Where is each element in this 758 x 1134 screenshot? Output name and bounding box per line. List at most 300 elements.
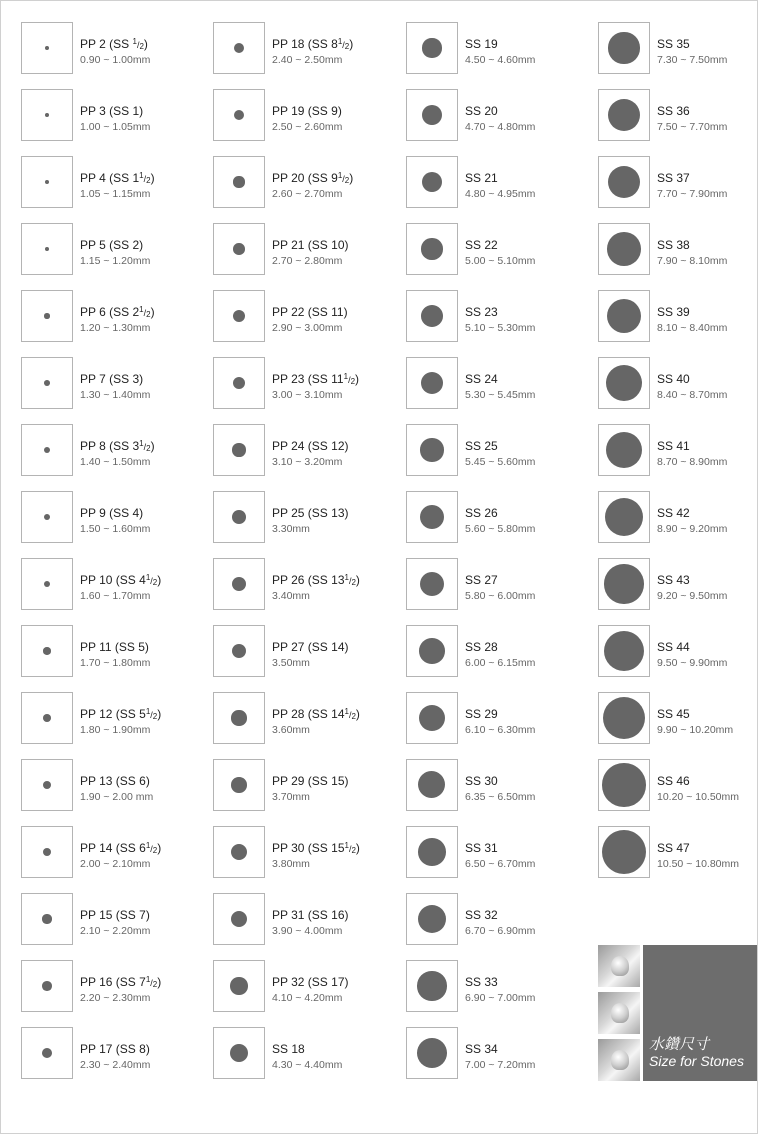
- stone-size-label: SS 37: [657, 171, 690, 185]
- stone-size-range: 3.90 ~ 4.00mm: [272, 925, 343, 937]
- stone-size-range: 2.60 ~ 2.70mm: [272, 188, 343, 200]
- stone-size-label: SS 23: [465, 305, 498, 319]
- stone-size-range: 3.30mm: [272, 523, 310, 535]
- stone-size-range: 1.70 ~ 1.80mm: [80, 657, 151, 669]
- stone-size-item: [21, 424, 211, 478]
- stone-size-range: 5.10 ~ 5.30mm: [465, 322, 536, 334]
- stone-size-range: 6.10 ~ 6.30mm: [465, 724, 536, 736]
- stone-swatch: [598, 89, 650, 141]
- stone-size-label: PP 6 (SS $2^1/_2$): [80, 305, 155, 319]
- stone-size-label: PP 2 (SS $^1/_2$): [80, 37, 148, 51]
- stone-size-range: 4.70 ~ 4.80mm: [465, 121, 536, 133]
- stone-swatch: [406, 826, 458, 878]
- stone-size-item: [406, 960, 596, 1014]
- stone-swatch: [213, 692, 265, 744]
- stone-size-item: [406, 491, 596, 545]
- stone-swatch: [598, 759, 650, 811]
- stone-swatch: [21, 1027, 73, 1079]
- stone-size-range: 8.40 ~ 8.70mm: [657, 389, 728, 401]
- stone-swatch: [213, 491, 265, 543]
- stone-size-label: PP 8 (SS $3^1/_2$): [80, 439, 155, 453]
- stone-dot: [607, 299, 642, 334]
- stone-swatch: [213, 759, 265, 811]
- stone-swatch: [213, 357, 265, 409]
- stone-dot: [419, 705, 445, 731]
- stone-size-item: [21, 960, 211, 1014]
- stone-size-range: 4.10 ~ 4.20mm: [272, 992, 343, 1004]
- stone-size-range: 1.60 ~ 1.70mm: [80, 590, 151, 602]
- stone-size-label: SS 24: [465, 372, 498, 386]
- stone-size-item: [213, 491, 403, 545]
- stone-size-range: 2.50 ~ 2.60mm: [272, 121, 343, 133]
- stone-size-item: [406, 893, 596, 947]
- stone-swatch: [406, 156, 458, 208]
- stone-size-label: SS 46: [657, 774, 690, 788]
- stone-dot: [422, 38, 441, 57]
- stone-size-item: [406, 692, 596, 746]
- stone-size-range: 9.20 ~ 9.50mm: [657, 590, 728, 602]
- stone-size-range: 5.60 ~ 5.80mm: [465, 523, 536, 535]
- stone-size-label: SS 18: [272, 1042, 305, 1056]
- stone-size-item: [406, 290, 596, 344]
- stone-swatch: [406, 491, 458, 543]
- stone-size-item: [598, 357, 758, 411]
- stone-swatch: [213, 826, 265, 878]
- stone-size-label: SS 31: [465, 841, 498, 855]
- stone-dot: [606, 432, 643, 469]
- stone-dot: [602, 763, 645, 806]
- stone-swatch: [213, 558, 265, 610]
- stone-dot: [230, 977, 247, 994]
- stone-size-label: SS 40: [657, 372, 690, 386]
- stone-size-label: SS 35: [657, 37, 690, 51]
- stone-size-item: [213, 1027, 403, 1081]
- stone-swatch: [598, 491, 650, 543]
- stone-size-item: [21, 759, 211, 813]
- stone-size-range: 2.00 ~ 2.10mm: [80, 858, 151, 870]
- stone-size-label: PP 10 (SS $4^1/_2$): [80, 573, 162, 587]
- stone-swatch: [21, 357, 73, 409]
- stone-swatch: [598, 558, 650, 610]
- stone-size-item: [598, 558, 758, 612]
- stone-dot: [418, 838, 446, 866]
- stone-size-label: PP 9 (SS 4): [80, 506, 144, 520]
- stone-swatch: [406, 1027, 458, 1079]
- stone-size-label: PP 19 (SS 9): [272, 104, 342, 118]
- stone-swatch: [406, 625, 458, 677]
- stone-swatch: [406, 223, 458, 275]
- stone-swatch: [406, 290, 458, 342]
- stone-size-label: PP 17 (SS 8): [80, 1042, 150, 1056]
- stone-swatch: [21, 625, 73, 677]
- stone-swatch: [213, 223, 265, 275]
- stone-dot: [605, 498, 643, 536]
- stone-swatch: [21, 960, 73, 1012]
- stone-dot: [233, 176, 244, 187]
- stone-dot: [45, 113, 49, 117]
- stone-photo-icon: [598, 992, 640, 1034]
- stone-size-label: SS 25: [465, 439, 498, 453]
- stone-swatch: [213, 156, 265, 208]
- stone-size-item: [213, 424, 403, 478]
- stone-size-range: 2.90 ~ 3.00mm: [272, 322, 343, 334]
- stone-size-item: [406, 424, 596, 478]
- stone-size-range: 7.90 ~ 8.10mm: [657, 255, 728, 267]
- stone-dot: [421, 305, 443, 327]
- stone-size-range: 5.80 ~ 6.00mm: [465, 590, 536, 602]
- stone-size-range: 6.00 ~ 6.15mm: [465, 657, 536, 669]
- stone-size-label: PP 5 (SS 2): [80, 238, 144, 252]
- stone-size-item: [598, 826, 758, 880]
- stone-dot: [608, 99, 640, 131]
- stone-size-range: 4.80 ~ 4.95mm: [465, 188, 536, 200]
- stone-dot: [233, 243, 245, 255]
- stone-swatch: [406, 558, 458, 610]
- stone-size-range: 1.00 ~ 1.05mm: [80, 121, 151, 133]
- stone-swatch: [21, 558, 73, 610]
- stone-dot: [608, 166, 641, 199]
- stone-swatch: [21, 156, 73, 208]
- stone-dot: [422, 172, 442, 192]
- stone-size-item: [21, 625, 211, 679]
- stone-swatch: [213, 1027, 265, 1079]
- stone-size-item: [598, 692, 758, 746]
- stone-size-range: 2.10 ~ 2.20mm: [80, 925, 151, 937]
- stone-size-item: [598, 89, 758, 143]
- stone-dot: [421, 372, 444, 395]
- stone-dot: [608, 32, 639, 63]
- stone-size-label: PP 4 (SS $1^1/_2$): [80, 171, 155, 185]
- stone-swatch: [406, 893, 458, 945]
- stone-size-range: 10.20 ~ 10.50mm: [657, 791, 740, 803]
- stone-size-range: 1.30 ~ 1.40mm: [80, 389, 151, 401]
- stone-size-item: [598, 22, 758, 76]
- stone-size-range: 8.10 ~ 8.40mm: [657, 322, 728, 334]
- stone-dot: [45, 180, 50, 185]
- stone-dot: [45, 46, 49, 50]
- stone-size-item: [406, 156, 596, 210]
- stone-size-item: [406, 558, 596, 612]
- stone-size-item: [213, 826, 403, 880]
- stone-swatch: [598, 424, 650, 476]
- stone-dot: [43, 781, 51, 789]
- stone-size-range: 1.20 ~ 1.30mm: [80, 322, 151, 334]
- stone-dot: [231, 777, 247, 793]
- stone-size-range: 4.50 ~ 4.60mm: [465, 54, 536, 66]
- stone-size-range: 1.05 ~ 1.15mm: [80, 188, 151, 200]
- stone-size-range: 3.00 ~ 3.10mm: [272, 389, 343, 401]
- stone-size-label: SS 43: [657, 573, 690, 587]
- stone-size-label: SS 26: [465, 506, 498, 520]
- stone-dot: [231, 844, 247, 860]
- stone-size-label: PP 22 (SS 11): [272, 305, 348, 319]
- stone-size-label: PP 24 (SS 12): [272, 439, 349, 453]
- stone-size-label: SS 44: [657, 640, 690, 654]
- stone-dot: [234, 43, 244, 53]
- stone-size-item: [406, 1027, 596, 1081]
- stone-swatch: [406, 22, 458, 74]
- stone-size-range: 8.70 ~ 8.90mm: [657, 456, 728, 468]
- stone-size-label: PP 28 (SS $14^1/_2$): [272, 707, 360, 721]
- stone-size-range: 7.30 ~ 7.50mm: [657, 54, 728, 66]
- stone-size-label: SS 47: [657, 841, 690, 855]
- stone-dot: [44, 581, 51, 588]
- stone-size-range: 8.90 ~ 9.20mm: [657, 523, 728, 535]
- stone-swatch: [598, 22, 650, 74]
- stone-size-label: SS 41: [657, 439, 690, 453]
- stone-swatch: [213, 290, 265, 342]
- stone-size-range: 5.00 ~ 5.10mm: [465, 255, 536, 267]
- stone-size-range: 5.30 ~ 5.45mm: [465, 389, 536, 401]
- stone-size-range: 2.70 ~ 2.80mm: [272, 255, 343, 267]
- stone-size-range: 1.90 ~ 2.00 mm: [80, 791, 154, 803]
- stone-size-item: [21, 826, 211, 880]
- stone-swatch: [598, 692, 650, 744]
- stone-size-label: SS 34: [465, 1042, 498, 1056]
- stone-size-item: [21, 692, 211, 746]
- stone-size-item: [213, 156, 403, 210]
- stone-photo-icon: [598, 1039, 640, 1081]
- stone-dot: [421, 238, 442, 259]
- stone-size-item: [21, 89, 211, 143]
- stone-dot: [418, 905, 447, 934]
- stone-size-item: [21, 558, 211, 612]
- stone-size-label: PP 11 (SS 5): [80, 640, 149, 654]
- stone-dot: [42, 981, 51, 990]
- stone-swatch: [406, 759, 458, 811]
- stone-dot: [231, 710, 246, 725]
- stone-swatch: [406, 692, 458, 744]
- stone-size-label: SS 38: [657, 238, 690, 252]
- legend-title-chinese: 水鑽尺寸: [649, 1035, 710, 1053]
- stone-swatch: [21, 826, 73, 878]
- stone-dot: [44, 514, 51, 521]
- stone-size-label: SS 27: [465, 573, 498, 587]
- stone-size-item: [406, 357, 596, 411]
- stone-size-label: PP 27 (SS 14): [272, 640, 349, 654]
- stone-size-item: [213, 290, 403, 344]
- stone-size-label: PP 21 (SS 10): [272, 238, 349, 252]
- stone-size-range: 10.50 ~ 10.80mm: [657, 858, 740, 870]
- stone-size-label: PP 3 (SS 1): [80, 104, 144, 118]
- stone-size-range: 7.70 ~ 7.90mm: [657, 188, 728, 200]
- stone-size-item: [598, 491, 758, 545]
- stone-dot: [420, 505, 444, 529]
- stone-size-range: 1.40 ~ 1.50mm: [80, 456, 151, 468]
- stone-swatch: [21, 290, 73, 342]
- stone-size-label: PP 13 (SS 6): [80, 774, 150, 788]
- stone-swatch: [21, 692, 73, 744]
- stone-swatch: [598, 223, 650, 275]
- stone-size-label: PP 16 (SS $7^1/_2$): [80, 975, 162, 989]
- stone-size-item: [406, 22, 596, 76]
- stone-size-range: 6.70 ~ 6.90mm: [465, 925, 536, 937]
- stone-size-range: 1.80 ~ 1.90mm: [80, 724, 151, 736]
- stone-size-range: 7.00 ~ 7.20mm: [465, 1059, 536, 1071]
- stone-swatch: [598, 625, 650, 677]
- stone-size-item: [21, 22, 211, 76]
- stone-swatch: [213, 960, 265, 1012]
- stone-size-item: [21, 893, 211, 947]
- stone-size-label: SS 19: [465, 37, 498, 51]
- stone-size-label: PP 29 (SS 15): [272, 774, 349, 788]
- stone-dot: [420, 438, 443, 461]
- stone-size-item: [598, 759, 758, 813]
- stone-size-item: [598, 625, 758, 679]
- legend-title-english: Size for Stones: [649, 1053, 744, 1069]
- stone-size-item: [213, 223, 403, 277]
- stone-size-label: PP 23 (SS $11^1/_2$): [272, 372, 360, 386]
- stone-dot: [422, 105, 442, 125]
- stone-swatch: [21, 89, 73, 141]
- stone-size-item: [213, 89, 403, 143]
- stone-size-label: PP 32 (SS 17): [272, 975, 349, 989]
- stone-size-item: [406, 89, 596, 143]
- stone-swatch: [21, 424, 73, 476]
- stone-size-label: SS 33: [465, 975, 498, 989]
- legend-block: [598, 945, 758, 1081]
- stone-dot: [44, 447, 50, 453]
- stone-dot: [43, 647, 50, 654]
- stone-size-label: SS 45: [657, 707, 690, 721]
- stone-photo-icon: [598, 945, 640, 987]
- stone-size-range: 4.30 ~ 4.40mm: [272, 1059, 343, 1071]
- stone-swatch: [406, 424, 458, 476]
- stone-size-label: SS 20: [465, 104, 498, 118]
- stone-swatch: [21, 22, 73, 74]
- stone-swatch: [598, 826, 650, 878]
- stone-size-item: [213, 759, 403, 813]
- stone-size-label: SS 21: [465, 171, 498, 185]
- stone-swatch: [598, 290, 650, 342]
- stone-size-label: PP 20 (SS $9^1/_2$): [272, 171, 354, 185]
- stone-size-label: PP 15 (SS 7): [80, 908, 150, 922]
- stone-size-range: 6.50 ~ 6.70mm: [465, 858, 536, 870]
- stone-dot: [232, 577, 246, 591]
- stone-size-range: 9.90 ~ 10.20mm: [657, 724, 734, 736]
- stone-swatch: [213, 625, 265, 677]
- stone-size-range: 1.15 ~ 1.20mm: [80, 255, 151, 267]
- stone-size-label: SS 36: [657, 104, 690, 118]
- stone-size-label: SS 29: [465, 707, 498, 721]
- stone-dot: [232, 510, 246, 524]
- stone-dot: [45, 247, 50, 252]
- stone-swatch: [21, 223, 73, 275]
- stone-size-label: PP 26 (SS $13^1/_2$): [272, 573, 360, 587]
- stone-size-range: 6.90 ~ 7.00mm: [465, 992, 536, 1004]
- stone-size-label: PP 14 (SS $6^1/_2$): [80, 841, 162, 855]
- stone-swatch: [598, 357, 650, 409]
- stone-size-item: [21, 156, 211, 210]
- stone-size-label: PP 12 (SS $5^1/_2$): [80, 707, 162, 721]
- stone-swatch: [21, 491, 73, 543]
- stone-size-label: SS 42: [657, 506, 690, 520]
- legend-panel: [643, 945, 757, 1081]
- stone-dot: [603, 697, 645, 739]
- stone-dot: [420, 572, 445, 597]
- stone-size-item: [406, 759, 596, 813]
- stone-swatch: [598, 156, 650, 208]
- stone-size-range: 3.50mm: [272, 657, 310, 669]
- stone-dot: [232, 644, 247, 659]
- stone-size-item: [21, 357, 211, 411]
- stone-size-range: 3.70mm: [272, 791, 310, 803]
- stone-size-item: [406, 826, 596, 880]
- stone-dot: [44, 313, 49, 318]
- stone-size-label: PP 7 (SS 3): [80, 372, 144, 386]
- stone-size-range: 1.50 ~ 1.60mm: [80, 523, 151, 535]
- stone-dot: [604, 564, 643, 603]
- stone-size-item: [213, 960, 403, 1014]
- stone-size-item: [213, 625, 403, 679]
- stone-size-item: [21, 223, 211, 277]
- stone-size-item: [213, 558, 403, 612]
- stone-swatch: [213, 893, 265, 945]
- stone-size-range: 7.50 ~ 7.70mm: [657, 121, 728, 133]
- stone-dot: [418, 771, 445, 798]
- stone-dot: [602, 830, 647, 875]
- stone-size-label: PP 25 (SS 13): [272, 506, 349, 520]
- stone-size-label: SS 22: [465, 238, 498, 252]
- stone-size-range: 2.30 ~ 2.40mm: [80, 1059, 151, 1071]
- stone-size-label: SS 32: [465, 908, 498, 922]
- stone-dot: [42, 1048, 52, 1058]
- stone-dot: [44, 380, 50, 386]
- stone-size-item: [598, 424, 758, 478]
- stone-swatch: [213, 424, 265, 476]
- stone-size-item: [598, 290, 758, 344]
- stone-size-label: SS 28: [465, 640, 498, 654]
- stone-swatch: [406, 89, 458, 141]
- stone-swatch: [213, 22, 265, 74]
- stone-dot: [417, 1038, 447, 1068]
- stone-dot: [230, 1044, 248, 1062]
- stone-dot: [43, 848, 52, 857]
- stone-size-label: SS 39: [657, 305, 690, 319]
- stone-dot: [42, 914, 51, 923]
- stone-dot: [419, 638, 445, 664]
- stone-size-label: PP 30 (SS $15^1/_2$): [272, 841, 360, 855]
- stone-size-item: [213, 893, 403, 947]
- stone-size-range: 3.60mm: [272, 724, 310, 736]
- stone-size-range: 3.80mm: [272, 858, 310, 870]
- stone-size-range: 5.45 ~ 5.60mm: [465, 456, 536, 468]
- stone-swatch: [213, 89, 265, 141]
- stone-swatch: [21, 759, 73, 811]
- stone-size-item: [21, 1027, 211, 1081]
- stone-size-label: PP 31 (SS 16): [272, 908, 349, 922]
- stone-dot: [607, 232, 641, 266]
- stone-dot: [417, 971, 446, 1000]
- stone-size-label: PP 18 (SS $8^1/_2$): [272, 37, 354, 51]
- stone-size-item: [21, 290, 211, 344]
- stone-size-item: [406, 625, 596, 679]
- stone-size-item: [598, 156, 758, 210]
- stone-dot: [43, 714, 51, 722]
- stone-size-range: 9.50 ~ 9.90mm: [657, 657, 728, 669]
- stone-dot: [233, 377, 246, 390]
- stone-size-range: 3.10 ~ 3.20mm: [272, 456, 343, 468]
- stone-size-range: 6.35 ~ 6.50mm: [465, 791, 536, 803]
- stone-dot: [233, 310, 245, 322]
- stone-size-range: 0.90 ~ 1.00mm: [80, 54, 151, 66]
- stone-dot: [606, 365, 642, 401]
- stone-size-range: 2.20 ~ 2.30mm: [80, 992, 151, 1004]
- stone-dot: [232, 443, 245, 456]
- stone-size-item: [213, 357, 403, 411]
- stone-size-item: [213, 22, 403, 76]
- stone-dot: [604, 631, 645, 672]
